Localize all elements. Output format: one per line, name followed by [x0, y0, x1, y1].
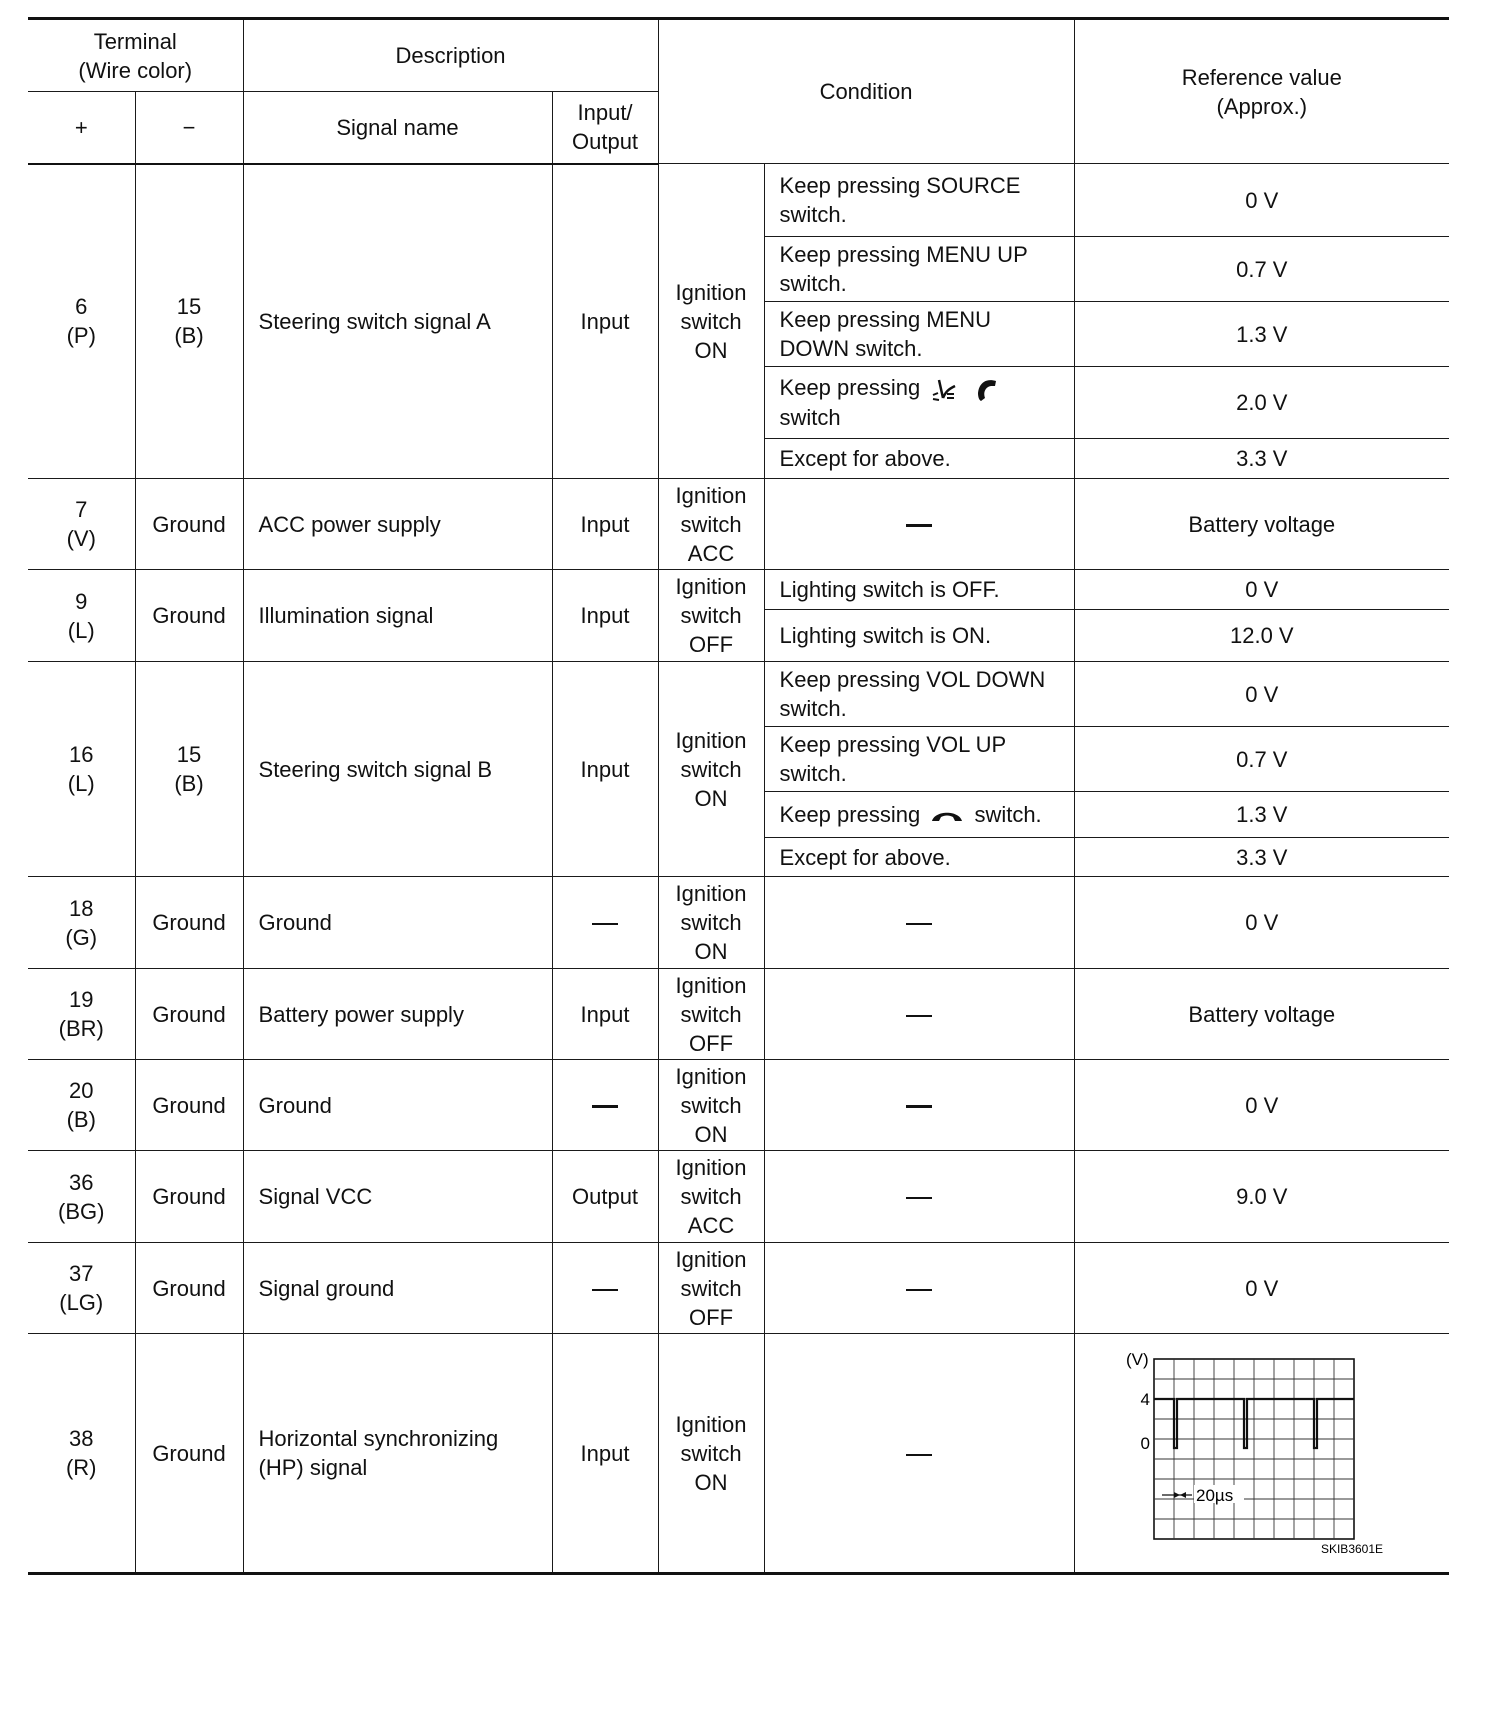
condition-detail-cell — [764, 727, 1074, 792]
ignition-state: ON — [694, 1121, 728, 1147]
condition-detail-cell — [764, 1060, 1074, 1151]
reference-value-cell: 12.0 V — [1074, 610, 1449, 662]
minus-terminal-cell: Ground — [135, 877, 243, 969]
io-dash — [592, 1105, 618, 1108]
minus-terminal-cell — [135, 662, 243, 877]
plus-terminal-number: 36 — [69, 1169, 94, 1195]
plus-terminal-number: 37 — [69, 1261, 94, 1286]
ignition-condition-cell — [658, 570, 764, 662]
condition-detail-cell — [764, 877, 1074, 969]
plus-terminal-number: 20 — [69, 1078, 94, 1103]
condition-text: switch. — [779, 761, 847, 786]
io-cell: Input — [552, 570, 658, 662]
signal-name-line: Horizontal synchronizing — [258, 1426, 499, 1451]
condition-text: Keep pressing VOL UP — [779, 732, 1007, 757]
header-io-line1: Input/ — [577, 100, 633, 126]
ignition-label: Ignition — [675, 1246, 747, 1272]
plus-wire-color: (BR) — [58, 1016, 104, 1041]
condition-text-with-icons — [780, 373, 1074, 402]
condition-text: Keep pressing SOURCE — [779, 173, 1021, 198]
figure-code: SKIB3601E — [1320, 1542, 1383, 1556]
condition-text: switch — [779, 404, 841, 430]
plus-wire-color: (R) — [65, 1455, 97, 1480]
condition-detail-cell: Except for above. — [764, 838, 1074, 877]
condition-text: Keep pressing MENU — [779, 307, 992, 332]
ignition-state: OFF — [689, 632, 734, 657]
reference-value-cell: 0 V — [1074, 1243, 1449, 1334]
io-cell: Input — [552, 479, 658, 570]
plus-terminal-cell — [28, 164, 135, 479]
phone-send-icon — [974, 377, 1000, 403]
plus-wire-color: (L) — [67, 771, 95, 796]
ignition-state: ACC — [687, 1213, 735, 1238]
minus-terminal-cell: Ground — [135, 1334, 243, 1574]
condition-dash — [906, 1289, 932, 1291]
io-cell — [552, 1243, 658, 1334]
plus-terminal-cell — [28, 1151, 135, 1243]
waveform-y-low-label: 0 — [1140, 1434, 1150, 1453]
io-dash — [592, 923, 618, 925]
header-wire-color-label: (Wire color) — [78, 57, 193, 83]
header-plus: + — [28, 92, 135, 164]
plus-terminal-number: 38 — [69, 1426, 94, 1451]
ignition-state: OFF — [689, 1304, 734, 1330]
plus-terminal-cell — [28, 1060, 135, 1151]
ignition-state: ON — [694, 1469, 728, 1495]
condition-text: switch. — [779, 202, 847, 227]
reference-value-cell: 0 V — [1074, 164, 1449, 237]
minus-terminal-cell — [135, 164, 243, 479]
minus-terminal-cell: Ground — [135, 479, 243, 570]
minus-wire-color: (B) — [174, 771, 204, 796]
plus-terminal-cell — [28, 1243, 135, 1334]
header-input-output — [552, 92, 658, 164]
plus-wire-color: (G) — [65, 924, 98, 950]
condition-detail-cell — [764, 1243, 1074, 1334]
switch-label: switch — [680, 308, 742, 334]
header-description: Description — [243, 19, 658, 92]
reference-value-cell: 0 V — [1074, 1060, 1449, 1151]
io-cell: Input — [552, 969, 658, 1060]
io-cell: Input — [552, 164, 658, 479]
signal-name-cell: Ground — [243, 877, 552, 969]
plus-terminal-cell — [28, 969, 135, 1060]
condition-detail-cell — [764, 237, 1074, 302]
signal-name-line: (HP) signal — [258, 1455, 368, 1480]
plus-wire-color: (V) — [66, 526, 96, 551]
io-cell — [552, 877, 658, 969]
minus-wire-color: (B) — [174, 323, 204, 349]
minus-terminal-cell: Ground — [135, 1060, 243, 1151]
hp-signal-waveform — [1112, 1343, 1412, 1563]
reference-value-cell: 0 V — [1074, 877, 1449, 969]
table-row-terminal-18 — [28, 877, 1449, 969]
io-dash — [592, 1289, 618, 1291]
io-cell — [552, 1060, 658, 1151]
table-row-terminal-38 — [28, 1334, 1449, 1574]
minus-terminal-number: 15 — [176, 742, 202, 767]
ignition-label: Ignition — [675, 972, 747, 998]
condition-text: Keep pressing VOL DOWN — [779, 667, 1046, 692]
signal-name-cell: ACC power supply — [243, 479, 552, 570]
header-reference-label: Reference value — [1181, 64, 1342, 90]
table-row-terminal-7 — [28, 479, 1449, 570]
plus-terminal-cell — [28, 1334, 135, 1574]
header-minus: − — [135, 92, 243, 164]
plus-terminal-number: 7 — [75, 497, 88, 522]
plus-terminal-cell — [28, 479, 135, 570]
table-row-terminal-36 — [28, 1151, 1449, 1243]
signal-name-cell: Steering switch signal A — [243, 164, 552, 479]
plus-terminal-number: 16 — [69, 742, 94, 767]
plus-terminal-cell — [28, 877, 135, 969]
switch-label: switch — [680, 603, 742, 628]
io-cell: Input — [552, 1334, 658, 1574]
phone-end-icon — [930, 808, 964, 824]
ignition-state: OFF — [689, 1030, 734, 1056]
switch-label: switch — [680, 1440, 742, 1466]
reference-value-cell: 2.0 V — [1074, 367, 1449, 439]
condition-text: Keep pressing MENU UP — [779, 242, 1028, 267]
ignition-condition-cell — [658, 1151, 764, 1243]
condition-text: Keep pressing — [779, 802, 921, 827]
ignition-state: ON — [694, 337, 728, 363]
ignition-condition-cell — [658, 1060, 764, 1151]
reference-value-cell: 9.0 V — [1074, 1151, 1449, 1243]
switch-label: switch — [680, 1275, 742, 1301]
plus-wire-color: (L) — [67, 617, 95, 643]
ignition-label: Ignition — [675, 881, 747, 906]
condition-detail-cell — [764, 164, 1074, 237]
signal-name-cell: Battery power supply — [243, 969, 552, 1060]
plus-terminal-cell — [28, 662, 135, 877]
condition-text: DOWN switch. — [779, 336, 923, 361]
ignition-condition-cell — [658, 164, 764, 479]
ignition-label: Ignition — [675, 279, 747, 305]
table-row-terminal-16 — [28, 662, 1449, 727]
ignition-condition-cell — [658, 1334, 764, 1574]
ignition-state: ON — [694, 939, 728, 964]
condition-detail-cell — [764, 367, 1074, 439]
ignition-condition-cell — [658, 1243, 764, 1334]
ignition-label: Ignition — [675, 1063, 747, 1089]
condition-text: switch. — [779, 696, 847, 721]
condition-dash — [906, 524, 932, 527]
table-row-terminal-6 — [28, 164, 1449, 237]
header-terminal-label: Terminal — [93, 28, 177, 54]
reference-value-cell: 3.3 V — [1074, 838, 1449, 877]
condition-detail-cell — [764, 1151, 1074, 1243]
header-signal-name: Signal name — [243, 92, 552, 164]
switch-label: switch — [680, 756, 742, 782]
waveform-grid — [1154, 1359, 1354, 1539]
header-reference-value — [1074, 19, 1449, 164]
plus-terminal-number: 9 — [75, 588, 88, 614]
ignition-label: Ignition — [675, 727, 747, 753]
plus-terminal-number: 6 — [75, 294, 88, 320]
condition-detail-cell — [764, 662, 1074, 727]
condition-dash — [906, 1454, 932, 1456]
condition-dash — [906, 923, 932, 925]
reference-value-cell: 0.7 V — [1074, 727, 1449, 792]
reference-value-cell: 0 V — [1074, 570, 1449, 610]
condition-detail-cell: Lighting switch is ON. — [764, 610, 1074, 662]
switch-label: switch — [680, 910, 742, 935]
minus-terminal-cell: Ground — [135, 1151, 243, 1243]
reference-value-cell: 1.3 V — [1074, 792, 1449, 838]
io-cell: Input — [552, 662, 658, 877]
reference-value-cell: 1.3 V — [1074, 302, 1449, 367]
table-row-terminal-9 — [28, 570, 1449, 610]
signal-name-cell — [243, 1334, 552, 1574]
condition-text: switch. — [974, 802, 1042, 827]
condition-dash — [906, 1197, 932, 1199]
reference-value-cell: 0 V — [1074, 662, 1449, 727]
ignition-label: Ignition — [675, 482, 747, 508]
reference-value-cell: 3.3 V — [1074, 439, 1449, 479]
reference-value-cell: 0.7 V — [1074, 237, 1449, 302]
switch-label: switch — [680, 511, 742, 537]
condition-detail-cell — [764, 1334, 1074, 1574]
header-approx-label: (Approx.) — [1216, 93, 1308, 119]
header-terminal — [28, 19, 243, 92]
condition-detail-cell — [764, 302, 1074, 367]
condition-detail-cell — [764, 969, 1074, 1060]
reference-value-cell: Battery voltage — [1074, 479, 1449, 570]
header-condition: Condition — [658, 19, 1074, 164]
table-row-terminal-20 — [28, 1060, 1449, 1151]
reference-waveform-cell — [1074, 1334, 1449, 1574]
signal-name-cell: Signal ground — [243, 1243, 552, 1334]
plus-terminal-number: 18 — [69, 895, 94, 921]
condition-text: Keep pressing — [779, 375, 921, 401]
ignition-condition-cell — [658, 969, 764, 1060]
condition-dash — [906, 1015, 932, 1017]
switch-label: switch — [680, 1092, 742, 1118]
table-row-terminal-37 — [28, 1243, 1449, 1334]
ignition-condition-cell — [658, 479, 764, 570]
voice-icon — [930, 377, 960, 403]
header-io-line2: Output — [572, 129, 639, 155]
switch-label: switch — [680, 1184, 742, 1209]
minus-terminal-cell: Ground — [135, 969, 243, 1060]
condition-detail-cell — [764, 479, 1074, 570]
plus-terminal-cell — [28, 570, 135, 662]
ignition-condition-cell — [658, 877, 764, 969]
ignition-state: ACC — [687, 540, 735, 566]
condition-dash — [906, 1105, 932, 1108]
ignition-label: Ignition — [675, 1411, 747, 1437]
switch-label: switch — [680, 1001, 742, 1027]
ignition-condition-cell — [658, 662, 764, 877]
signal-name-cell: Steering switch signal B — [243, 662, 552, 877]
condition-text: switch. — [779, 271, 847, 296]
minus-terminal-cell: Ground — [135, 1243, 243, 1334]
condition-detail-cell: Lighting switch is OFF. — [764, 570, 1074, 610]
ignition-label: Ignition — [675, 574, 747, 599]
waveform-time-division: 20µs — [1195, 1486, 1234, 1505]
table-row-terminal-19 — [28, 969, 1449, 1060]
plus-wire-color: (BG) — [58, 1198, 105, 1224]
waveform-y-high-label: 4 — [1140, 1390, 1150, 1409]
ignition-state: ON — [694, 785, 728, 811]
io-cell: Output — [552, 1151, 658, 1243]
time-division-marker — [1162, 1492, 1192, 1498]
signal-name-cell: Ground — [243, 1060, 552, 1151]
condition-detail-cell — [764, 792, 1074, 838]
plus-wire-color: (LG) — [59, 1290, 104, 1315]
terminal-reference-table — [28, 17, 1449, 1575]
ignition-label: Ignition — [675, 1155, 747, 1180]
minus-terminal-number: 15 — [176, 294, 202, 320]
signal-name-cell: Signal VCC — [243, 1151, 552, 1243]
plus-wire-color: (P) — [66, 323, 96, 349]
plus-wire-color: (B) — [66, 1107, 96, 1132]
reference-value-cell: Battery voltage — [1074, 969, 1449, 1060]
waveform-y-unit: (V) — [1125, 1350, 1149, 1369]
condition-detail-cell: Except for above. — [764, 439, 1074, 479]
minus-terminal-cell: Ground — [135, 570, 243, 662]
plus-terminal-number: 19 — [69, 987, 94, 1012]
signal-name-cell: Illumination signal — [243, 570, 552, 662]
